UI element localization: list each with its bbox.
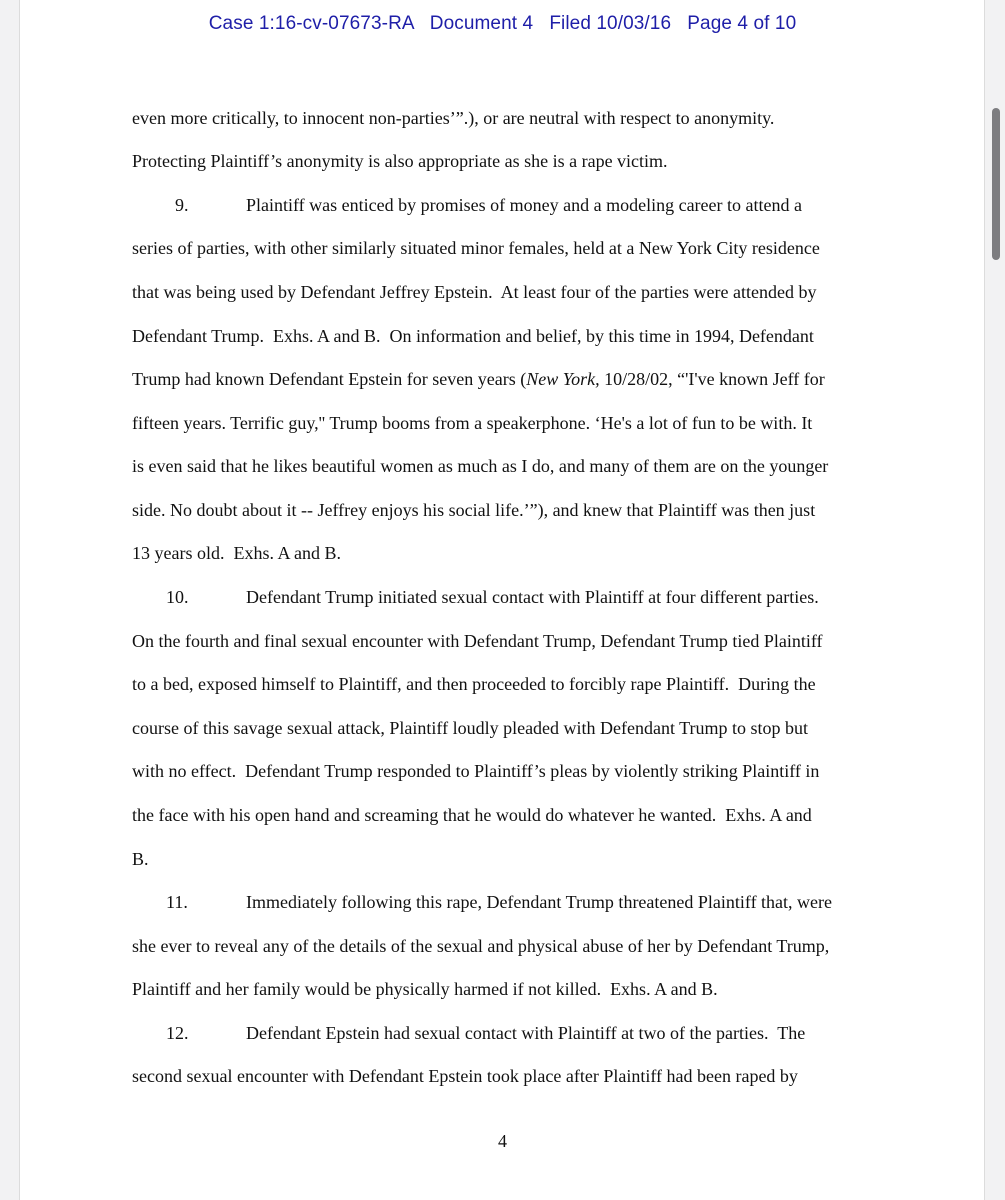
publication-name: New York, — [526, 369, 600, 389]
paragraph-number-12: 12. — [166, 1023, 189, 1043]
body-line-10: side. No doubt about it -- Jeffrey enjoys his social life.’”), and knew that Plaintiff was then just — [132, 500, 816, 520]
body-line-15: course of this savage sexual attack, Plaintiff loudly pleaded with Defendant Trump to stop but — [132, 718, 809, 738]
body-line-2: Protecting Plaintiff’s anonymity is also appropriate as she is a rape victim. — [132, 151, 668, 171]
body-line-17: the face with his open hand and screaming that he would do whatever he wanted. Exhs. A and — [132, 805, 812, 825]
vertical-scrollbar[interactable] — [992, 108, 1000, 260]
body-line-7-prefix: Trump had known Defendant Epstein for seven years ( — [132, 369, 527, 389]
body-line-16: with no effect. Defendant Trump responded to Plaintiff’s pleas by violently striking Plaintiff in — [132, 761, 820, 781]
body-line-12: Defendant Trump initiated sexual contact with Plaintiff at four different parties. — [246, 587, 819, 607]
body-line-7-suffix: 10/28/02, “'I've known Jeff for — [604, 369, 825, 389]
body-line-4: series of parties, with other similarly situated minor females, held at a New York City residence — [132, 238, 820, 258]
paragraph-number-10: 10. — [166, 587, 189, 607]
body-line-18: B. — [132, 849, 149, 869]
body-line-14: to a bed, exposed himself to Plaintiff, and then proceeded to forcibly rape Plaintiff. During the — [132, 674, 816, 694]
body-line-11: 13 years old. Exhs. A and B. — [132, 543, 341, 563]
page-number: 4 — [498, 1131, 507, 1151]
case-header[interactable]: Case 1:16-cv-07673-RA Document 4 Filed 10/03/16 Page 4 of 10 — [208, 13, 797, 34]
body-line-13: On the fourth and final sexual encounter with Defendant Trump, Defendant Trump tied Plaintiff — [132, 631, 823, 651]
body-line-19: Immediately following this rape, Defendant Trump threatened Plaintiff that, were — [246, 892, 833, 912]
paragraph-number-9: 9. — [175, 195, 189, 215]
body-line-8: fifteen years. Terrific guy,'' Trump booms from a speakerphone. ‘He's a lot of fun to be with. It — [132, 413, 813, 433]
body-line-5: that was being used by Defendant Jeffrey Epstein. At least four of the parties were attended by — [132, 282, 817, 302]
body-line-7 — [132, 368, 825, 390]
body-line-20: she ever to reveal any of the details of the sexual and physical abuse of her by Defendant Trump, — [132, 936, 830, 956]
body-line-6: Defendant Trump. Exhs. A and B. On information and belief, by this time in 1994, Defendant — [132, 326, 814, 346]
body-line-22: Defendant Epstein had sexual contact with Plaintiff at two of the parties. The — [246, 1023, 806, 1043]
body-line-21: Plaintiff and her family would be physically harmed if not killed. Exhs. A and B. — [132, 979, 718, 999]
body-line-23: second sexual encounter with Defendant Epstein took place after Plaintiff had been raped by — [132, 1066, 798, 1086]
body-line-3: Plaintiff was enticed by promises of money and a modeling career to attend a — [246, 195, 802, 215]
paragraph-number-11: 11. — [166, 892, 188, 912]
body-line-1: even more critically, to innocent non-parties’”.), or are neutral with respect to anonymity. — [132, 108, 775, 128]
body-line-9: is even said that he likes beautiful women as much as I do, and many of them are on the younger — [132, 456, 829, 476]
